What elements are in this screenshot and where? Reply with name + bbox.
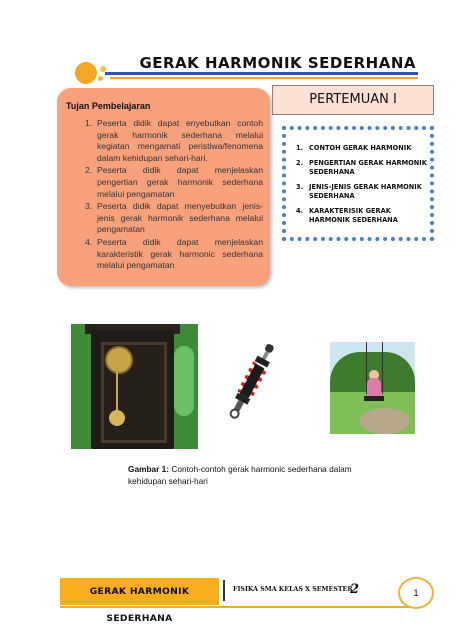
objective-number: 4. [85,236,93,247]
learning-objectives-box [57,88,270,286]
objective-text: Peserta didik dapat enyebutkan contoh gerak harmonik sederhana melalui kegiatan mengamati peristiwa/fenomena dalam kehidupan sehari-hari. [97,118,263,163]
objective-item [63,118,263,164]
objective-text: Peserta didik dapat menjelaskan pengertian gerak harmonik sederhana melalui pengamatan [97,165,263,199]
topic-item [296,207,431,225]
objective-number: 3. [85,201,93,212]
topic-text: JENIS-JENIS GERAK HARMONIK SEDERHANA [309,183,422,200]
topic-number: 4. [296,207,304,215]
figure-caption [128,463,368,487]
learning-objectives-title: Tujan Pembelajaran [66,101,151,111]
footer-separator [223,580,225,601]
header-line-orange [110,77,418,79]
topic-text: CONTOH GERAK HARMONIK [309,144,412,152]
caption-label: Gambar 1: [128,464,170,474]
objective-item [63,165,263,200]
topic-text: KARAKTERISIK GERAK HARMONIK SEDERHANA [309,207,398,224]
caption-text: Contoh-contoh gerak harmonic sederhana dalam kehidupan sehari-hari [128,464,352,486]
learning-objectives-list [63,118,263,273]
objective-number: 2. [85,165,93,176]
topic-number: 2. [296,159,304,167]
pendulum-clock-image [71,324,198,449]
header-circle-large [75,62,97,84]
objective-text: Peserta didik dapat menyebutkan jenis-jenis gerak harmonik sederhana melalui pengamatan [97,201,263,235]
page-number: 1 [398,577,434,609]
objective-number: 1. [85,118,93,128]
session-label: PERTEMUAN I [272,85,434,115]
header-line-blue [105,72,418,75]
shock-absorber-image [226,338,278,424]
objective-text: Peserta didik dapat menjelaskan karakteristik gerak harmonic sederhana melalui pengamatan [97,236,263,271]
topic-number: 3. [296,183,304,191]
topic-item [296,183,431,201]
footer-subtitle: FISIKA SMA KELAS X SEMESTER [233,586,353,593]
objective-item [63,237,263,272]
topics-list [296,144,431,231]
topic-number: 1. [296,144,304,152]
header-circle-tiny [98,76,103,81]
topic-item [296,159,431,177]
objective-item [63,201,263,236]
footer-title: GERAK HARMONIK SEDERHANA [60,578,219,605]
child-swing-image [330,342,415,434]
footer-semester: 2 [350,582,360,597]
footer-line [60,606,416,608]
topic-text: PENGERTIAN GERAK HARMONIK SEDERHANA [309,159,427,176]
page-title: GERAK HARMONIK SEDERHANA [139,54,416,72]
topic-item [296,144,431,153]
topics-box [282,126,434,241]
